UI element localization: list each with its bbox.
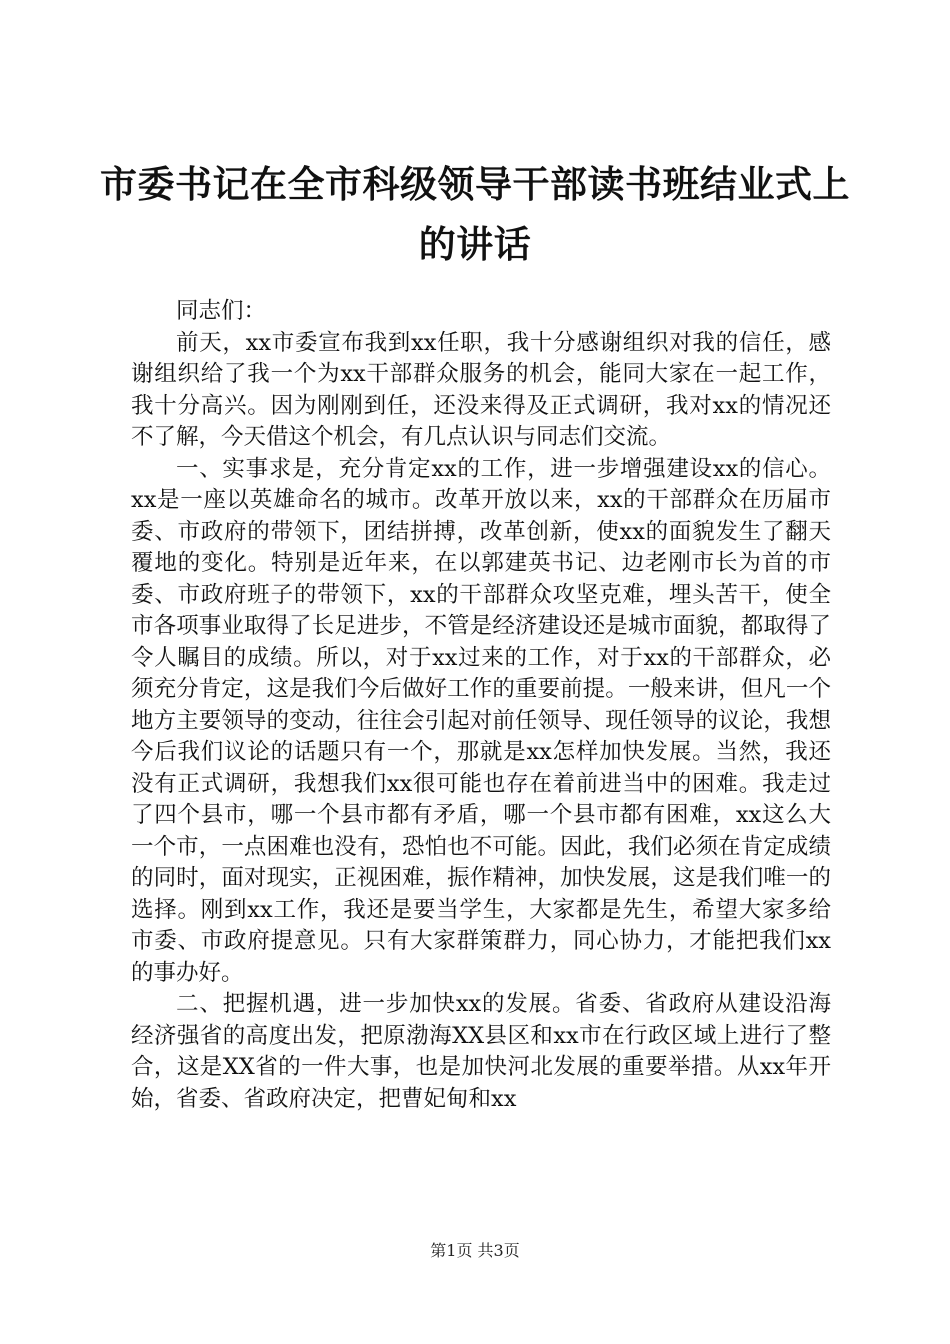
paragraph: 前天，xx市委宣布我到xx任职，我十分感谢组织对我的信任，感谢组织给了我一个为xx干部群众服务的机会，能同大家在一起工作，我十分高兴。因为刚刚到任，还没来得及正式调研，我对xx的情况还不了解，今天借这个机会，有几点认识与同志们交流。 bbox=[131, 329, 831, 450]
page-footer: 第1页 共3页 bbox=[430, 1241, 520, 1260]
title-line-1: 市委书记在全市科级领导干部读书班结业式上 bbox=[100, 163, 850, 206]
title-line-2: 的讲话 bbox=[418, 223, 532, 266]
document-title bbox=[100, 155, 850, 275]
paragraph: 一、实事求是，充分肯定xx的工作，进一步增强建设xx的信心。xx是一座以英雄命名的城市。改革开放以来，xx的干部群众在历届市委、市政府的带领下，团结拼搏，改革创新，使xx的面貌发生了翻天覆地的变化。特别是近年来，在以郭建英书记、边老刚市长为首的市委、市政府班子的带领下，xx的干部群众攻坚克难，埋头苦干，使全市各项事业取得了长足进步，不管是经济建设还是城市面貌，都取得了令人瞩目的成绩。所以，对于xx过来的工作，对于xx的干部群众，必须充分肯定，这是我们今后做好工作的重要前提。一般来讲，但凡一个地方主要领导的变动，往往会引起对前任领导、现任领导的议论，我想今后我们议论的话题只有一个，那就是xx怎样加快发展。当然，我还没有正式调研，我想我们xx很可能也存在着前进当中的困难。我走过了四个县市，哪一个县市都有矛盾，哪一个县市都有困难，xx这么大一个市，一点困难也没有，恐怕也不可能。因此，我们必须在肯定成绩的同时，面对现实，正视困难，振作精神，加快发展，这是我们唯一的选择。刚到xx工作，我还是要当学生，大家都是先生，希望大家多给市委、市政府提意见。只有大家群策群力，同心协力，才能把我们xx的事办好。 bbox=[131, 455, 831, 986]
document-body bbox=[131, 296, 831, 1115]
paragraph: 二、把握机遇，进一步加快xx的发展。省委、省政府从建设沿海经济强省的高度出发，把原渤海XX县区和xx市在行政区域上进行了整合，这是XX省的一件大事，也是加快河北发展的重要举措。从xx年开始，省委、省政府决定，把曹妃甸和xx bbox=[131, 991, 831, 1112]
salutation: 同志们： bbox=[176, 298, 267, 324]
